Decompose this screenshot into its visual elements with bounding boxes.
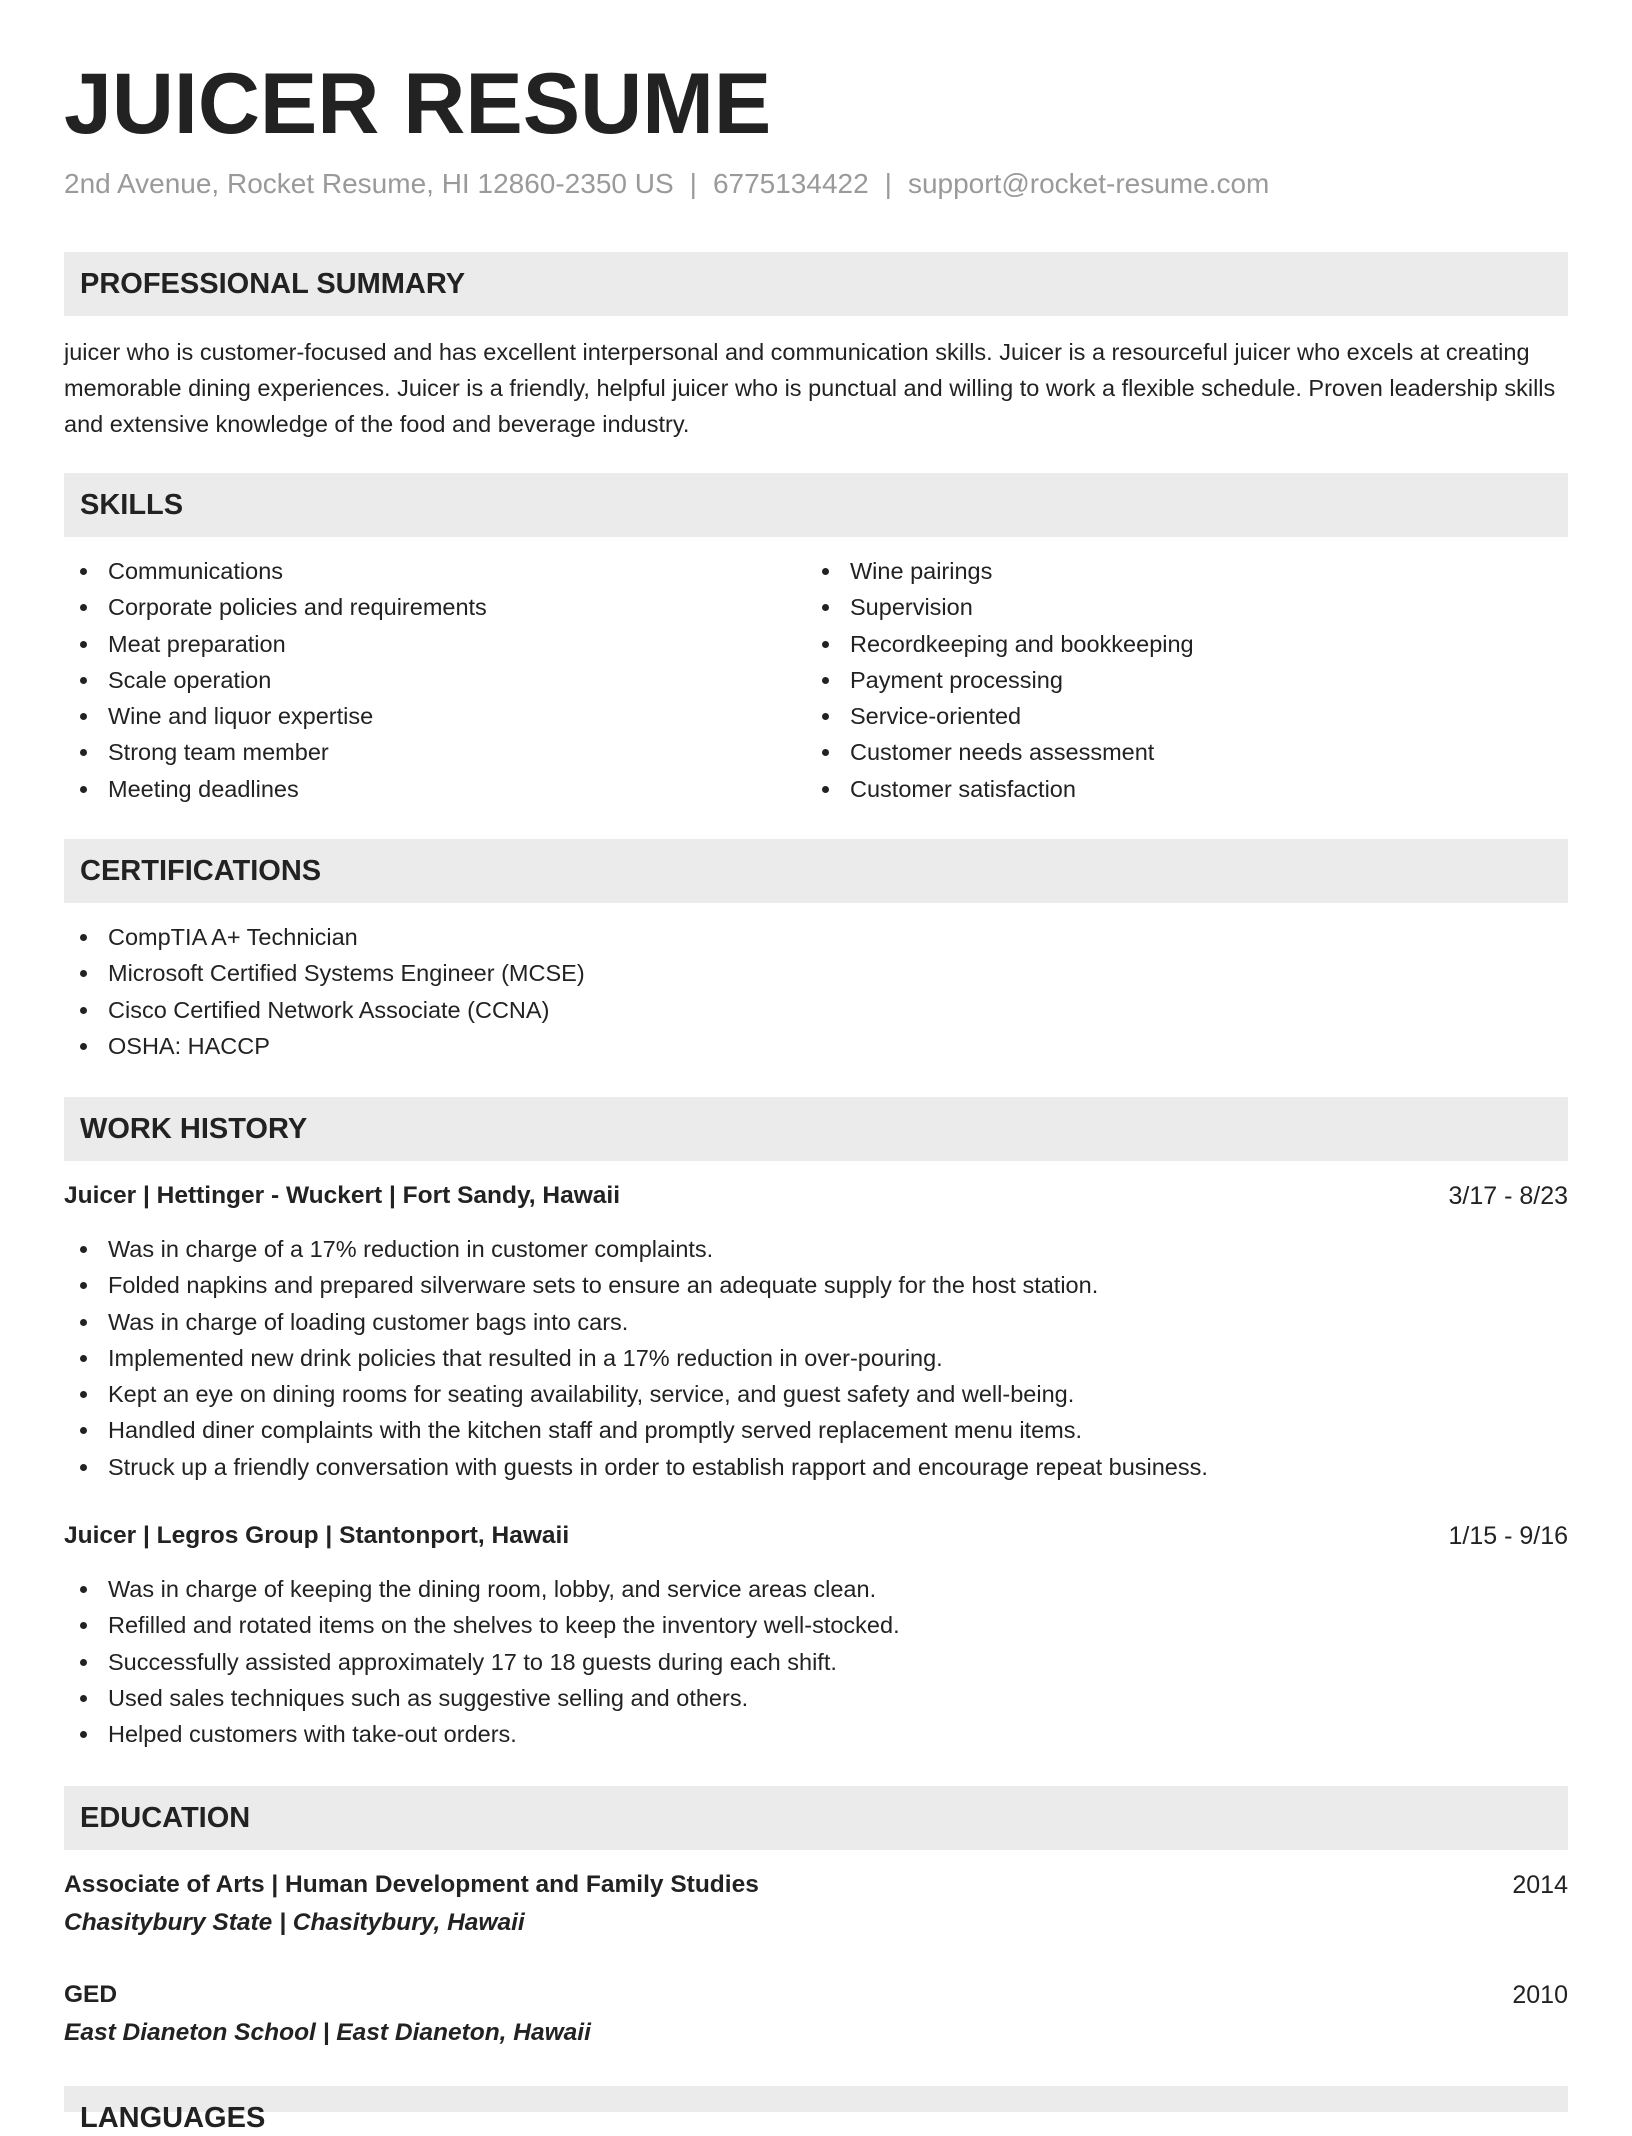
job-bullet: Refilled and rotated items on the shelves to keep the inventory well-stocked. (64, 1607, 900, 1643)
skills-list-left (64, 553, 487, 807)
certification-item: CompTIA A+ Technician (64, 919, 585, 955)
resume-title: JUICER RESUME (64, 56, 772, 152)
skill-item: Corporate policies and requirements (64, 589, 487, 625)
job-bullet: Struck up a friendly conversation with guests in order to establish rapport and encourage repeat business. (64, 1449, 1208, 1485)
job-bullet: Used sales techniques such as suggestive selling and others. (64, 1680, 900, 1716)
section-header-summary (64, 252, 1568, 316)
certification-item: OSHA: HACCP (64, 1028, 585, 1064)
skill-item: Wine pairings (806, 553, 1194, 589)
skill-item: Customer needs assessment (806, 734, 1194, 770)
job-bullet: Folded napkins and prepared silverware sets to ensure an adequate supply for the host station. (64, 1267, 1208, 1303)
contact-email: support@rocket-resume.com (907, 168, 1270, 199)
job-dates: 1/15 - 9/16 (1448, 1522, 1568, 1550)
education-year: 2010 (1512, 1981, 1568, 2009)
education-school: East Dianeton School | East Dianeton, Hawaii (64, 2019, 591, 2046)
contact-line (64, 166, 1269, 202)
skill-item: Meat preparation (64, 626, 487, 662)
skill-item: Payment processing (806, 662, 1194, 698)
skill-item: Meeting deadlines (64, 771, 487, 807)
education-degree: Associate of Arts | Human Development and Family Studies (64, 1871, 759, 1898)
job-bullet: Was in charge of a 17% reduction in customer complaints. (64, 1231, 1208, 1267)
skill-item: Communications (64, 553, 487, 589)
job-dates: 3/17 - 8/23 (1448, 1182, 1568, 1210)
education-school: Chasitybury State | Chasitybury, Hawaii (64, 1909, 525, 1936)
job-title: Juicer | Hettinger - Wuckert | Fort Sandy, Hawaii (64, 1182, 621, 1209)
contact-phone: 6775134422 (712, 168, 869, 199)
job-bullet: Successfully assisted approximately 17 to 18 guests during each shift. (64, 1644, 900, 1680)
education-degree: GED (64, 1981, 118, 2008)
job-bullets (64, 1571, 900, 1752)
section-header-education (64, 1786, 1568, 1850)
skill-item: Service-oriented (806, 698, 1194, 734)
section-heading: EDUCATION (80, 1802, 251, 1834)
skill-item: Recordkeeping and bookkeeping (806, 626, 1194, 662)
contact-separator: | (689, 168, 697, 199)
education-year: 2014 (1512, 1871, 1568, 1899)
job-bullet: Kept an eye on dining rooms for seating availability, service, and guest safety and well-being. (64, 1376, 1208, 1412)
job-bullet: Implemented new drink policies that resulted in a 17% reduction in over-pouring. (64, 1340, 1208, 1376)
section-heading: PROFESSIONAL SUMMARY (80, 268, 466, 300)
summary-text: juicer who is customer-focused and has excellent interpersonal and communication skills. Juicer is a resourceful juicer who excels at creating memorable dining experiences. Juicer is a friendly, helpful juicer who is punctual and willing to work a flexible schedule. Proven leadership skills and extensive knowledge of the food and beverage industry. (64, 339, 1556, 437)
skills-list-right (806, 553, 1194, 807)
section-heading: LANGUAGES (80, 2102, 266, 2134)
skill-item: Customer satisfaction (806, 771, 1194, 807)
job-bullets (64, 1231, 1208, 1485)
section-header-languages (64, 2086, 1568, 2134)
skill-item: Wine and liquor expertise (64, 698, 487, 734)
job-bullet: Helped customers with take-out orders. (64, 1716, 900, 1752)
skill-item: Scale operation (64, 662, 487, 698)
skill-item: Strong team member (64, 734, 487, 770)
skill-item: Supervision (806, 589, 1194, 625)
job-title: Juicer | Legros Group | Stantonport, Hawaii (64, 1522, 570, 1549)
contact-separator: | (884, 168, 892, 199)
section-header-skills (64, 473, 1568, 537)
certifications-list (64, 919, 585, 1064)
job-bullet: Was in charge of loading customer bags into cars. (64, 1304, 1208, 1340)
section-heading: CERTIFICATIONS (80, 855, 322, 887)
section-header-work-history (64, 1097, 1568, 1161)
job-bullet: Handled diner complaints with the kitchen staff and promptly served replacement menu items. (64, 1412, 1208, 1448)
section-heading: WORK HISTORY (80, 1113, 308, 1145)
job-bullet: Was in charge of keeping the dining room, lobby, and service areas clean. (64, 1571, 900, 1607)
section-header-certifications (64, 839, 1568, 903)
contact-address: 2nd Avenue, Rocket Resume, HI 12860-2350 US (64, 168, 674, 199)
section-heading: SKILLS (80, 489, 184, 521)
certification-item: Microsoft Certified Systems Engineer (MCSE) (64, 955, 585, 991)
certification-item: Cisco Certified Network Associate (CCNA) (64, 992, 585, 1028)
